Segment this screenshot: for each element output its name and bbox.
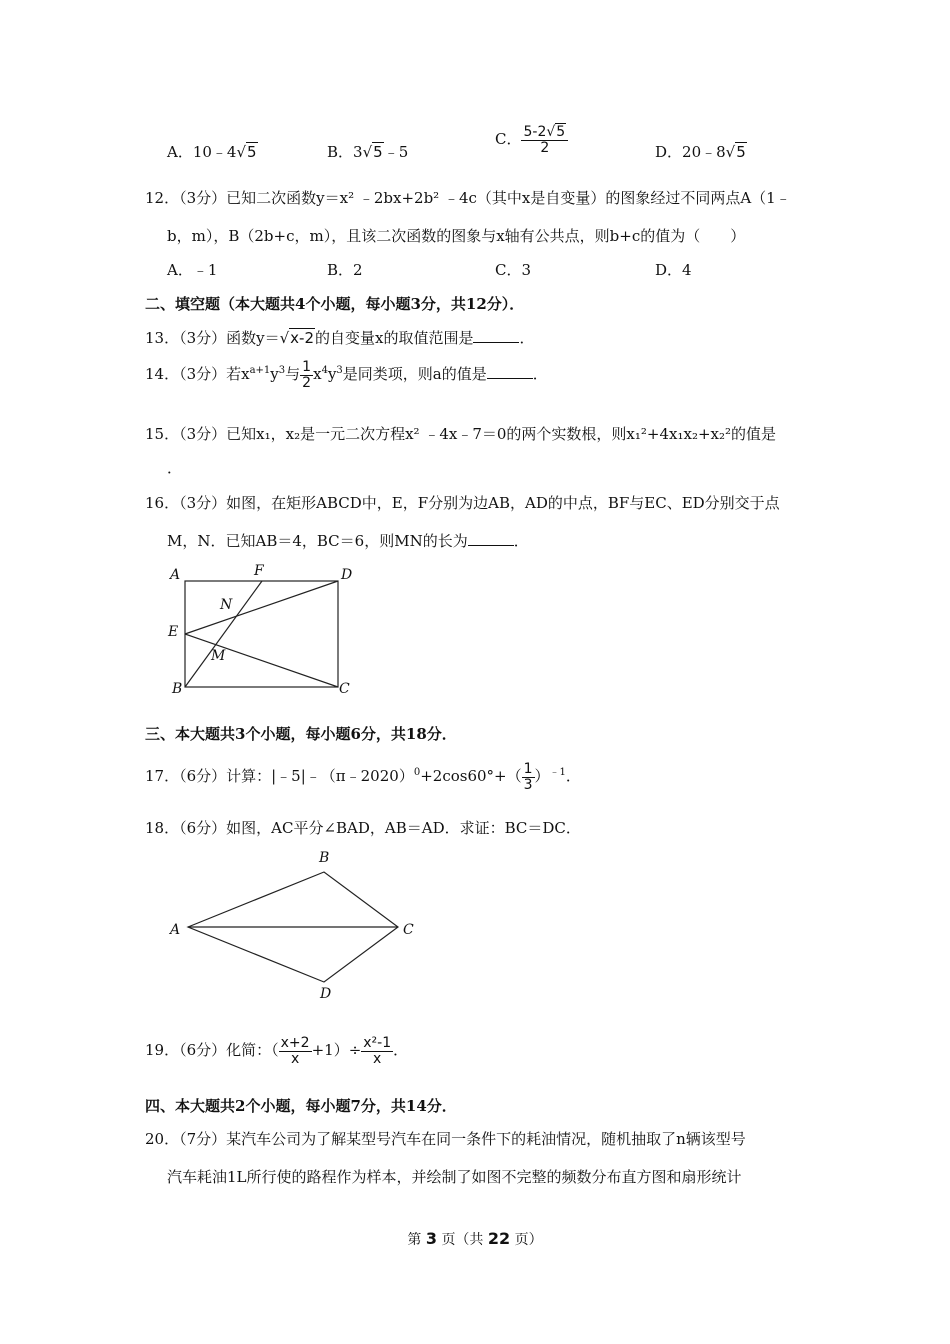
rectangle-abcd [185, 581, 338, 687]
q12-option-d: D．4 [655, 261, 692, 279]
q17: 17．（6分）计算：|﹣5|﹣（π﹣2020）$^0$+2cos60°+（ $\frac{1}{3}$ ）$^{﹣1}$． [145, 761, 581, 793]
label-m: M [211, 648, 226, 664]
label-e: E [168, 624, 179, 640]
q20-line2: 汽车耗油1L所行使的路程作为样本，并绘制了如图不完整的频数分布直方图和扇形统计 [167, 1168, 742, 1186]
q16-line1: 16．（3分）如图，在矩形ABCD中，E，F分别为边AB，AD的中点，BF与EC、ED分别交于点 [145, 494, 780, 512]
q20-line1: 20．（7分）某汽车公司为了解某型号汽车在同一条件下的耗油情况，随机抽取了n辆该型号 [145, 1130, 746, 1148]
page-number: 3 [425, 1229, 437, 1248]
q14-answer-blank [487, 364, 533, 379]
label-c: C [403, 922, 414, 938]
label-c: C [339, 681, 350, 697]
label-b: B [172, 681, 183, 697]
q14: 14．（3分）若$x^{a+1}y^3$与 $\frac{1}{2}$ $x^4y^3$是同类项，则a的值是 ． [145, 359, 548, 391]
q11-option-b: B．3√5﹣5 [327, 143, 409, 161]
q12-line2: b，m），B（2b+c，m），且该二次函数的图象与x轴有公共点，则b+c的值为（ ） [167, 227, 746, 245]
q18-kite-figure [160, 845, 430, 1005]
q15-line2: ． [167, 459, 183, 477]
label-b: B [319, 850, 330, 866]
page-total: 22 [487, 1229, 511, 1248]
q11-option-c: C． $\frac{5-2√5}{2}$ [495, 125, 568, 155]
q16-answer-blank [468, 531, 514, 546]
q12-option-c: C．3 [495, 261, 532, 279]
segment-ed [185, 581, 338, 634]
page-footer: 第 3 页（共 22 页） [407, 1229, 543, 1248]
label-n: N [220, 597, 233, 613]
label-f: F [254, 563, 264, 579]
label-d: D [341, 567, 353, 583]
segment-ec [185, 634, 338, 687]
q12-line1: 12．（3分）已知二次函数y＝x² ﹣2bx+2b² ﹣4c（其中x是自变量）的图象经过不同两点A（1﹣ [145, 189, 791, 207]
q19: 19．（6分）化简：（ $\frac{x+2}{x}$ +1）÷ $\frac{\text{x²-1}}{x}$ ． [145, 1035, 409, 1067]
q16-line2: M，N．已知AB＝4，BC＝6，则MN的长为 ． [167, 532, 529, 550]
q15-line1: 15．（3分）已知x₁，x₂是一元二次方程x² ﹣4x﹣7＝0的两个实数根，则x₁²+4x₁x₂+x₂²的值是 [145, 425, 777, 443]
q12-option-a: A．﹣1 [167, 261, 218, 279]
q18: 18．（6分）如图，AC平分∠BAD，AB＝AD．求证：BC＝DC． [145, 819, 581, 837]
q16-rectangle-figure [160, 560, 370, 700]
label-a: A [170, 567, 181, 583]
label-a: A [170, 922, 181, 938]
q13: 13．（3分）函数y＝√x-2的自变量x的取值范围是 ． [145, 329, 535, 347]
q11-option-a: A．10﹣4√5 [167, 143, 257, 161]
q11-option-d: D．20﹣8√5 [655, 143, 746, 161]
section-3-heading: 三、本大题共3个小题，每小题6分，共18分． [145, 725, 457, 743]
q12-option-b: B．2 [327, 261, 363, 279]
section-4-heading: 四、本大题共2个小题，每小题7分，共14分． [145, 1097, 457, 1115]
label-d: D [320, 986, 332, 1002]
q13-answer-blank [473, 328, 519, 343]
section-2-heading: 二、填空题（本大题共4个小题，每小题3分，共12分）． [145, 295, 525, 313]
